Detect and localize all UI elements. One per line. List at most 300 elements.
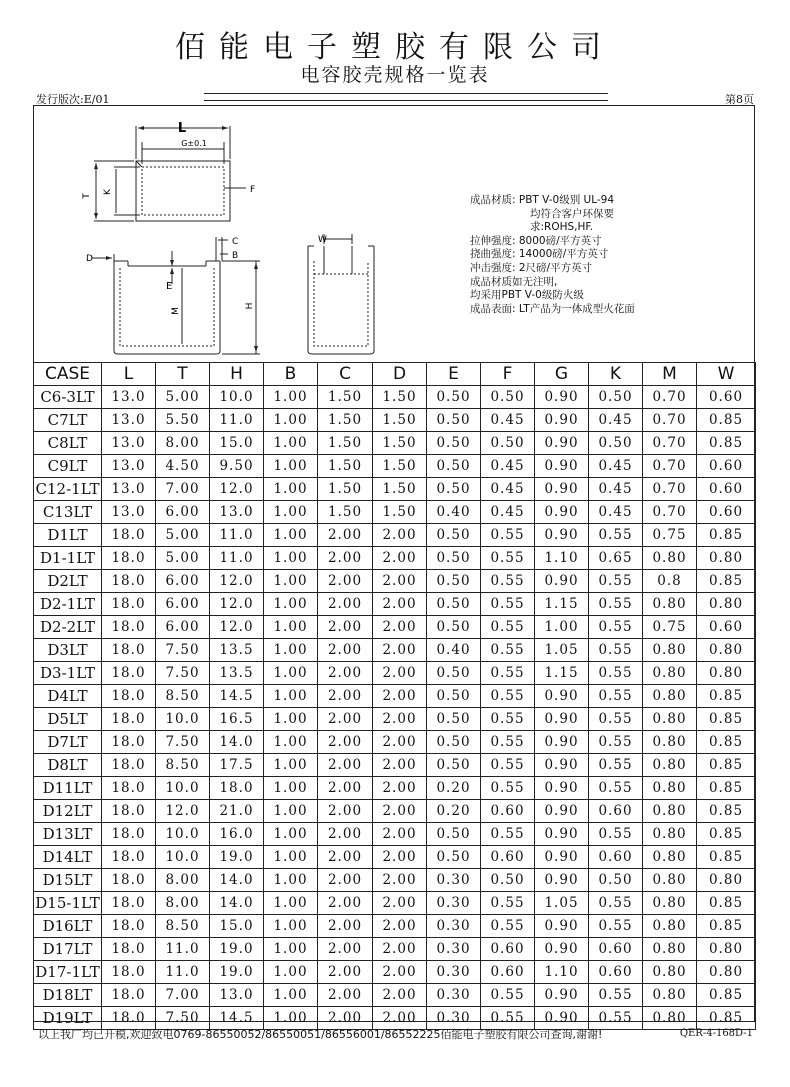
value-cell: 12.0 (210, 616, 264, 639)
value-cell: 7.50 (156, 662, 210, 685)
value-cell: 0.85 (697, 846, 756, 869)
value-cell: 0.40 (427, 501, 481, 524)
table-row (34, 524, 756, 547)
value-cell: 13.5 (210, 639, 264, 662)
value-cell: 0.55 (481, 662, 535, 685)
spec-line: 拉伸强度: 8000磅/平方英寸 (470, 234, 602, 247)
value-cell: 0.65 (589, 547, 643, 570)
value-cell: 8.50 (156, 915, 210, 938)
value-cell: 0.90 (535, 984, 589, 1007)
value-cell: 2.00 (373, 846, 427, 869)
value-cell: 0.90 (535, 754, 589, 777)
value-cell: 0.50 (427, 547, 481, 570)
table-row (34, 915, 756, 938)
value-cell: 0.30 (427, 915, 481, 938)
value-cell: 5.00 (156, 547, 210, 570)
value-cell: 0.90 (535, 501, 589, 524)
spec-line: 挠曲强度: 14000磅/平方英寸 (470, 248, 609, 261)
value-cell: 11.0 (210, 409, 264, 432)
value-cell: 0.55 (481, 593, 535, 616)
label-C: C (232, 237, 239, 247)
value-cell: 1.00 (264, 1007, 318, 1030)
value-cell: 0.55 (589, 731, 643, 754)
value-cell: 2.00 (373, 731, 427, 754)
value-cell: 11.0 (210, 547, 264, 570)
value-cell: 0.55 (589, 639, 643, 662)
value-cell: 0.90 (535, 938, 589, 961)
value-cell: 1.50 (373, 432, 427, 455)
label-L: L (177, 121, 187, 136)
label-D: D (86, 254, 93, 264)
value-cell: 0.55 (481, 915, 535, 938)
label-G: G±0.1 (181, 139, 207, 148)
value-cell: 1.50 (318, 409, 373, 432)
value-cell: 0.70 (643, 386, 697, 409)
material-spec-block (470, 194, 635, 316)
value-cell: 5.00 (156, 386, 210, 409)
value-cell: 1.00 (264, 478, 318, 501)
value-cell: 7.00 (156, 984, 210, 1007)
value-cell: 0.55 (481, 524, 535, 547)
table-row (34, 455, 756, 478)
table-row (34, 639, 756, 662)
value-cell: 18.0 (102, 1007, 156, 1030)
case-cell: D4LT (34, 685, 102, 708)
value-cell: 11.0 (210, 524, 264, 547)
spec-line: 冲击强度: 2尺磅/平方英寸 (470, 261, 593, 274)
value-cell: 0.85 (697, 731, 756, 754)
value-cell: 0.50 (427, 846, 481, 869)
value-cell: 14.5 (210, 685, 264, 708)
value-cell: 1.05 (535, 639, 589, 662)
spec-line: 成品表面: LT产品为一体成型火花面 (470, 302, 635, 315)
value-cell: 1.00 (264, 386, 318, 409)
value-cell: 0.50 (427, 685, 481, 708)
value-cell: 1.00 (264, 570, 318, 593)
value-cell: 18.0 (102, 961, 156, 984)
value-cell: 0.80 (643, 915, 697, 938)
value-cell: 18.0 (102, 524, 156, 547)
value-cell: 1.00 (264, 616, 318, 639)
value-cell: 0.55 (589, 892, 643, 915)
value-cell: 1.00 (264, 639, 318, 662)
value-cell: 1.50 (373, 409, 427, 432)
value-cell: 0.70 (643, 409, 697, 432)
value-cell: 0.30 (427, 1007, 481, 1030)
case-cell: C6-3LT (34, 386, 102, 409)
value-cell: 0.85 (697, 800, 756, 823)
value-cell: 1.00 (264, 409, 318, 432)
value-cell: 2.00 (373, 961, 427, 984)
value-cell: 0.55 (481, 616, 535, 639)
value-cell: 0.80 (697, 961, 756, 984)
value-cell: 0.45 (481, 455, 535, 478)
value-cell: 2.00 (318, 731, 373, 754)
value-cell: 0.80 (697, 662, 756, 685)
value-cell: 0.80 (643, 1007, 697, 1030)
table-row (34, 869, 756, 892)
table-row (34, 593, 756, 616)
value-cell: 1.50 (318, 501, 373, 524)
value-cell: 0.90 (535, 1007, 589, 1030)
company-name: 佰能电子塑胶有限公司 (175, 30, 615, 65)
value-cell: 2.00 (373, 777, 427, 800)
value-cell: 2.00 (318, 800, 373, 823)
value-cell: 13.0 (102, 432, 156, 455)
value-cell: 1.00 (264, 593, 318, 616)
column-header-d: D (373, 363, 427, 386)
value-cell: 0.50 (427, 662, 481, 685)
value-cell: 10.0 (156, 708, 210, 731)
value-cell: 0.80 (643, 800, 697, 823)
value-cell: 0.45 (481, 501, 535, 524)
spec-table (33, 362, 756, 1030)
case-cell: D3LT (34, 639, 102, 662)
value-cell: 2.00 (373, 593, 427, 616)
value-cell: 2.00 (373, 892, 427, 915)
label-B: B (232, 251, 239, 261)
value-cell: 0.55 (589, 616, 643, 639)
value-cell: 2.00 (318, 892, 373, 915)
value-cell: 18.0 (102, 869, 156, 892)
value-cell: 18.0 (102, 846, 156, 869)
value-cell: 1.50 (318, 478, 373, 501)
value-cell: 0.80 (643, 754, 697, 777)
value-cell: 2.00 (318, 685, 373, 708)
value-cell: 1.15 (535, 593, 589, 616)
case-cell: D12LT (34, 800, 102, 823)
value-cell: 0.55 (589, 524, 643, 547)
case-cell: C8LT (34, 432, 102, 455)
label-W: W (318, 235, 327, 245)
value-cell: 18.0 (102, 639, 156, 662)
table-row (34, 547, 756, 570)
value-cell: 18.0 (102, 685, 156, 708)
case-dimension-drawing (34, 106, 754, 363)
value-cell: 16.0 (210, 823, 264, 846)
value-cell: 1.50 (318, 432, 373, 455)
table-row (34, 938, 756, 961)
value-cell: 0.50 (427, 708, 481, 731)
value-cell: 0.75 (643, 524, 697, 547)
value-cell: 0.30 (427, 961, 481, 984)
value-cell: 12.0 (156, 800, 210, 823)
value-cell: 18.0 (102, 800, 156, 823)
value-cell: 0.50 (427, 432, 481, 455)
value-cell: 0.50 (589, 432, 643, 455)
case-cell: D2-2LT (34, 616, 102, 639)
value-cell: 0.55 (481, 984, 535, 1007)
value-cell: 1.00 (264, 961, 318, 984)
value-cell: 0.90 (535, 570, 589, 593)
value-cell: 0.80 (643, 777, 697, 800)
value-cell: 2.00 (318, 616, 373, 639)
value-cell: 0.20 (427, 800, 481, 823)
value-cell: 0.85 (697, 1007, 756, 1030)
value-cell: 2.00 (373, 869, 427, 892)
value-cell: 0.50 (427, 593, 481, 616)
value-cell: 0.60 (481, 938, 535, 961)
value-cell: 0.30 (427, 869, 481, 892)
value-cell: 1.00 (264, 915, 318, 938)
header-double-rule (204, 93, 608, 101)
value-cell: 0.85 (697, 892, 756, 915)
value-cell: 18.0 (102, 616, 156, 639)
value-cell: 0.85 (697, 823, 756, 846)
value-cell: 8.00 (156, 869, 210, 892)
value-cell: 0.55 (481, 708, 535, 731)
value-cell: 0.80 (643, 662, 697, 685)
case-cell: C13LT (34, 501, 102, 524)
value-cell: 10.0 (210, 386, 264, 409)
value-cell: 0.45 (589, 501, 643, 524)
value-cell: 0.90 (535, 869, 589, 892)
value-cell: 0.60 (481, 846, 535, 869)
value-cell: 0.85 (697, 915, 756, 938)
value-cell: 0.55 (589, 708, 643, 731)
label-H: H (245, 302, 255, 310)
value-cell: 0.85 (697, 754, 756, 777)
value-cell: 18.0 (102, 593, 156, 616)
table-row (34, 731, 756, 754)
value-cell: 0.55 (481, 685, 535, 708)
value-cell: 0.60 (589, 800, 643, 823)
value-cell: 0.80 (697, 547, 756, 570)
label-F: F (250, 185, 256, 195)
value-cell: 0.90 (535, 823, 589, 846)
page-number: 第8页 (725, 93, 754, 106)
value-cell: 0.60 (589, 846, 643, 869)
value-cell: 0.85 (697, 570, 756, 593)
value-cell: 0.50 (427, 478, 481, 501)
value-cell: 7.50 (156, 731, 210, 754)
value-cell: 0.55 (589, 1007, 643, 1030)
value-cell: 2.00 (318, 639, 373, 662)
value-cell: 0.50 (427, 524, 481, 547)
case-cell: D1LT (34, 524, 102, 547)
value-cell: 2.00 (373, 662, 427, 685)
value-cell: 0.90 (535, 478, 589, 501)
table-row (34, 570, 756, 593)
value-cell: 13.0 (102, 455, 156, 478)
value-cell: 1.00 (264, 524, 318, 547)
value-cell: 0.20 (427, 777, 481, 800)
table-row (34, 984, 756, 1007)
value-cell: 1.00 (535, 616, 589, 639)
edition-label: 发行版次:E/01 (36, 93, 110, 106)
value-cell: 2.00 (373, 800, 427, 823)
value-cell: 14.0 (210, 892, 264, 915)
value-cell: 6.00 (156, 593, 210, 616)
value-cell: 2.00 (318, 938, 373, 961)
value-cell: 2.00 (318, 984, 373, 1007)
column-header-t: T (156, 363, 210, 386)
value-cell: 0.50 (481, 386, 535, 409)
value-cell: 0.45 (481, 409, 535, 432)
value-cell: 0.55 (481, 639, 535, 662)
value-cell: 0.50 (427, 823, 481, 846)
case-cell: D14LT (34, 846, 102, 869)
table-row (34, 386, 756, 409)
value-cell: 0.50 (589, 386, 643, 409)
value-cell: 14.5 (210, 1007, 264, 1030)
spec-line: 成品材质: PBT V-0级别 UL-94 (470, 194, 615, 206)
value-cell: 6.00 (156, 570, 210, 593)
case-cell: D8LT (34, 754, 102, 777)
value-cell: 1.00 (264, 455, 318, 478)
value-cell: 1.50 (373, 478, 427, 501)
value-cell: 1.00 (264, 938, 318, 961)
value-cell: 19.0 (210, 961, 264, 984)
value-cell: 0.50 (427, 616, 481, 639)
value-cell: 18.0 (102, 570, 156, 593)
value-cell: 2.00 (373, 547, 427, 570)
value-cell: 1.50 (318, 455, 373, 478)
value-cell: 13.5 (210, 662, 264, 685)
value-cell: 0.80 (697, 639, 756, 662)
value-cell: 0.45 (589, 409, 643, 432)
value-cell: 2.00 (318, 662, 373, 685)
value-cell: 8.50 (156, 685, 210, 708)
table-row (34, 777, 756, 800)
column-header-w: W (697, 363, 756, 386)
value-cell: 13.0 (102, 386, 156, 409)
value-cell: 0.55 (589, 823, 643, 846)
value-cell: 0.60 (589, 961, 643, 984)
label-K: K (103, 189, 113, 195)
value-cell: 0.80 (697, 938, 756, 961)
case-cell: D15-1LT (34, 892, 102, 915)
value-cell: 18.0 (102, 892, 156, 915)
value-cell: 2.00 (373, 938, 427, 961)
value-cell: 0.8 (643, 570, 697, 593)
value-cell: 0.90 (535, 777, 589, 800)
value-cell: 21.0 (210, 800, 264, 823)
value-cell: 0.80 (643, 639, 697, 662)
value-cell: 18.0 (102, 915, 156, 938)
value-cell: 2.00 (318, 593, 373, 616)
value-cell: 18.0 (102, 777, 156, 800)
value-cell: 0.80 (643, 593, 697, 616)
value-cell: 13.0 (210, 501, 264, 524)
value-cell: 11.0 (156, 961, 210, 984)
value-cell: 19.0 (210, 846, 264, 869)
value-cell: 19.0 (210, 938, 264, 961)
value-cell: 0.55 (481, 570, 535, 593)
value-cell: 0.60 (589, 938, 643, 961)
value-cell: 0.90 (535, 409, 589, 432)
value-cell: 0.85 (697, 708, 756, 731)
value-cell: 0.50 (427, 754, 481, 777)
value-cell: 18.0 (102, 984, 156, 1007)
value-cell: 0.50 (589, 869, 643, 892)
value-cell: 12.0 (210, 478, 264, 501)
value-cell: 0.90 (535, 800, 589, 823)
column-header-c: C (318, 363, 373, 386)
value-cell: 2.00 (318, 570, 373, 593)
column-header-h: H (210, 363, 264, 386)
value-cell: 0.90 (535, 685, 589, 708)
spec-line: 均采用PBT V-0级防火级 (470, 289, 584, 302)
value-cell: 2.00 (318, 754, 373, 777)
value-cell: 1.50 (373, 501, 427, 524)
value-cell: 0.40 (427, 639, 481, 662)
value-cell: 18.0 (102, 547, 156, 570)
case-cell: C7LT (34, 409, 102, 432)
value-cell: 2.00 (318, 777, 373, 800)
value-cell: 0.55 (589, 984, 643, 1007)
value-cell: 0.80 (697, 869, 756, 892)
value-cell: 13.0 (102, 409, 156, 432)
value-cell: 12.0 (210, 570, 264, 593)
value-cell: 1.50 (373, 386, 427, 409)
value-cell: 4.50 (156, 455, 210, 478)
value-cell: 0.45 (589, 455, 643, 478)
document-title: 电容胶壳规格一览表 (300, 64, 490, 86)
value-cell: 0.55 (481, 777, 535, 800)
value-cell: 0.80 (643, 731, 697, 754)
value-cell: 15.0 (210, 432, 264, 455)
value-cell: 2.00 (318, 524, 373, 547)
value-cell: 11.0 (156, 938, 210, 961)
value-cell: 8.00 (156, 432, 210, 455)
value-cell: 1.00 (264, 731, 318, 754)
value-cell: 0.55 (481, 823, 535, 846)
value-cell: 1.00 (264, 501, 318, 524)
value-cell: 0.85 (697, 984, 756, 1007)
value-cell: 0.80 (643, 961, 697, 984)
value-cell: 10.0 (156, 823, 210, 846)
value-cell: 0.80 (643, 846, 697, 869)
value-cell: 0.75 (643, 616, 697, 639)
case-cell: D17-1LT (34, 961, 102, 984)
value-cell: 7.50 (156, 639, 210, 662)
value-cell: 0.90 (535, 731, 589, 754)
value-cell: 0.45 (481, 478, 535, 501)
value-cell: 12.0 (210, 593, 264, 616)
value-cell: 10.0 (156, 846, 210, 869)
value-cell: 0.80 (643, 892, 697, 915)
column-header-e: E (427, 363, 481, 386)
value-cell: 18.0 (210, 777, 264, 800)
value-cell: 18.0 (102, 662, 156, 685)
value-cell: 17.5 (210, 754, 264, 777)
table-row (34, 823, 756, 846)
label-T: T (82, 193, 92, 199)
table-row (34, 501, 756, 524)
value-cell: 0.30 (427, 892, 481, 915)
case-cell: D13LT (34, 823, 102, 846)
value-cell: 1.00 (264, 777, 318, 800)
case-cell: D2-1LT (34, 593, 102, 616)
value-cell: 0.55 (589, 915, 643, 938)
table-row (34, 754, 756, 777)
document-frame (33, 105, 755, 1027)
value-cell: 0.80 (643, 685, 697, 708)
value-cell: 0.55 (481, 754, 535, 777)
table-row (34, 846, 756, 869)
value-cell: 2.00 (318, 961, 373, 984)
value-cell: 0.55 (481, 547, 535, 570)
value-cell: 2.00 (373, 616, 427, 639)
value-cell: 9.50 (210, 455, 264, 478)
case-cell: D19LT (34, 1007, 102, 1030)
value-cell: 0.55 (589, 570, 643, 593)
value-cell: 0.90 (535, 708, 589, 731)
value-cell: 2.00 (373, 524, 427, 547)
value-cell: 0.55 (589, 685, 643, 708)
value-cell: 0.55 (589, 777, 643, 800)
